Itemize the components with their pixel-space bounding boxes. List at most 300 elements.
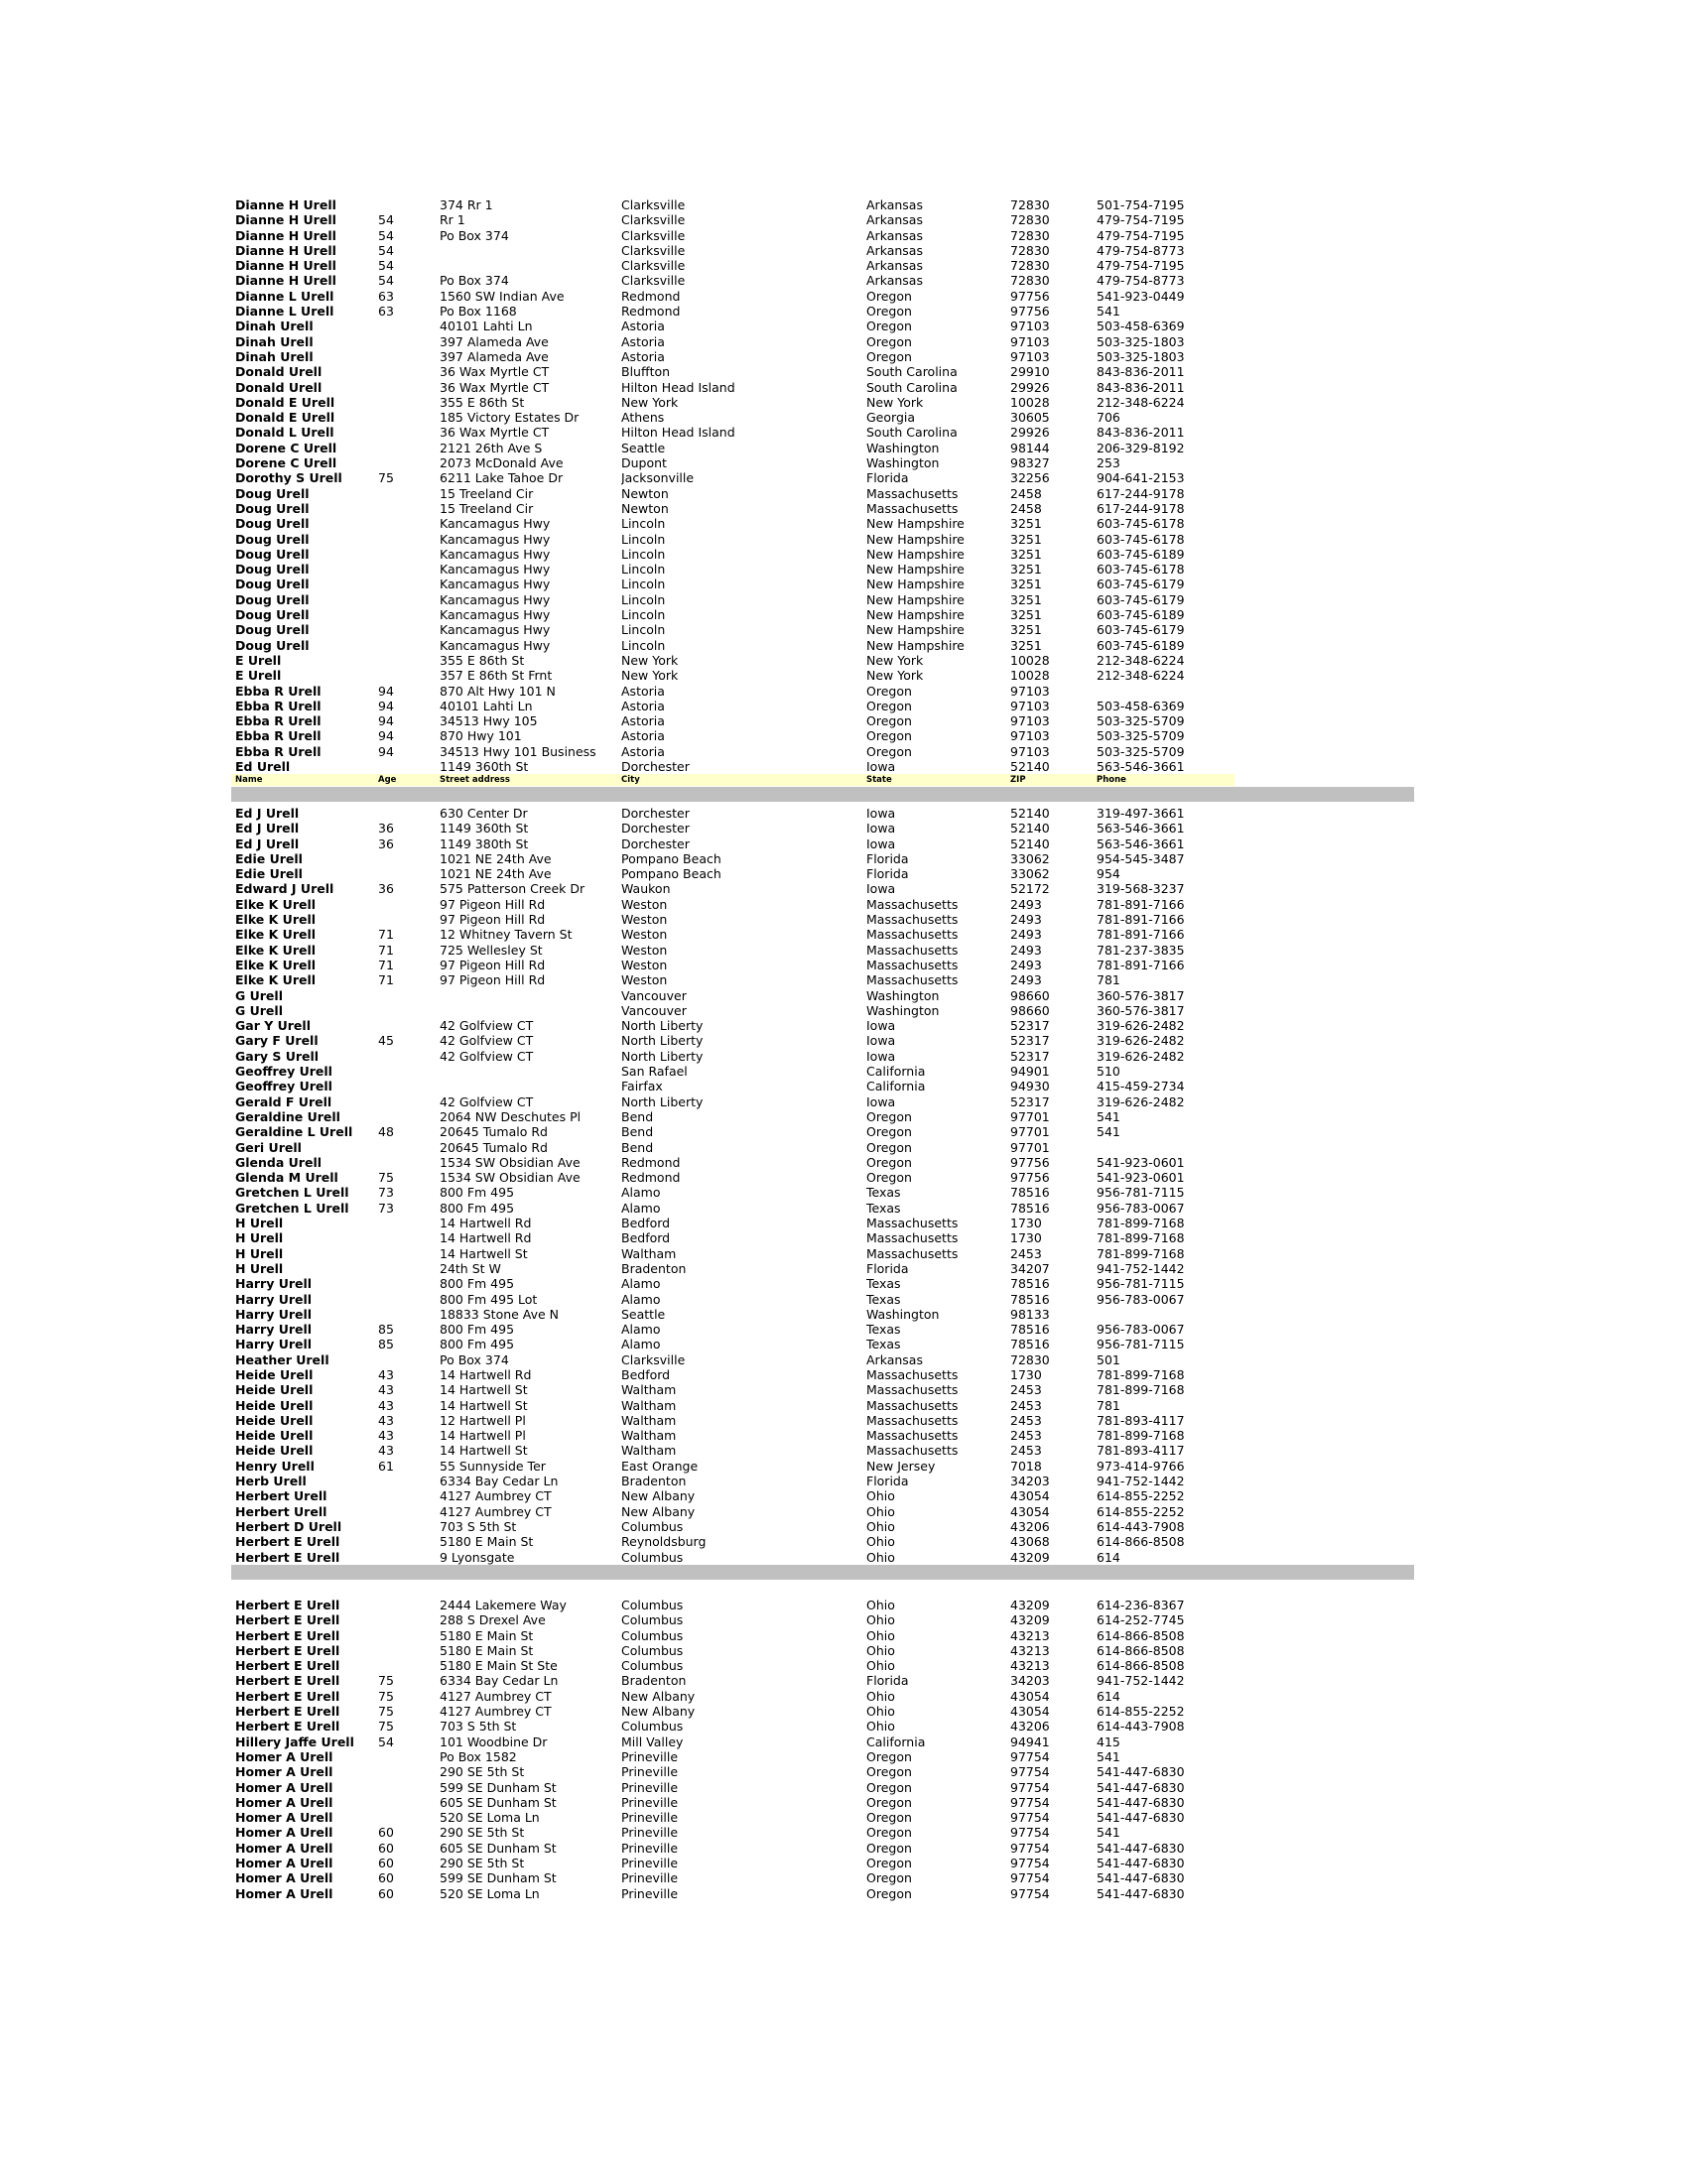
state-cell: Massachusetts (866, 1230, 959, 1246)
street-cell: 14 Hartwell Rd (440, 1366, 532, 1382)
street-cell: 42 Golfview CT (440, 1048, 534, 1064)
phone-cell: 360-576-3817 (1097, 987, 1185, 1003)
table-row (231, 1780, 1234, 1795)
state-cell: Iowa (866, 835, 896, 851)
zip-cell: 97754 (1010, 1794, 1050, 1810)
street-cell: 24th St W (440, 1260, 501, 1276)
zip-cell: 97756 (1010, 1170, 1050, 1186)
zip-cell: 43206 (1010, 1518, 1050, 1534)
name-cell: Ebba R Urell (235, 683, 322, 699)
table-row (231, 958, 1234, 972)
city-cell: Weston (621, 957, 668, 972)
city-cell: Waltham (621, 1443, 677, 1459)
street-cell: 800 Fm 495 (440, 1322, 515, 1338)
city-cell: San Rafael (621, 1064, 688, 1080)
zip-cell: 97103 (1010, 713, 1050, 729)
table-row (231, 1795, 1234, 1810)
state-cell: Ohio (866, 1688, 895, 1704)
name-cell: Elke K Urell (235, 957, 317, 972)
state-cell: Arkansas (866, 242, 923, 258)
name-cell: Ebba R Urell (235, 713, 322, 729)
age-cell: 94 (378, 698, 394, 713)
state-cell: New Hampshire (866, 562, 965, 578)
table-row (231, 1322, 1234, 1337)
age-cell: 63 (378, 288, 394, 304)
city-cell: New Albany (621, 1503, 696, 1519)
name-cell: Donald E Urell (235, 410, 335, 426)
street-cell: 4127 Aumbrey CT (440, 1488, 552, 1504)
street-cell: 55 Sunnyside Ter (440, 1458, 546, 1474)
street-cell: 290 SE 5th St (440, 1764, 525, 1780)
state-cell: Florida (866, 850, 909, 866)
state-cell: Iowa (866, 1048, 896, 1064)
zip-cell: 10028 (1010, 394, 1050, 410)
age-cell: 36 (378, 881, 394, 897)
state-cell: Oregon (866, 1779, 912, 1795)
state-cell: Oregon (866, 1856, 912, 1871)
phone-cell: 973-414-9766 (1097, 1458, 1185, 1474)
street-cell: 6211 Lake Tahoe Dr (440, 470, 564, 486)
phone-cell: 503-325-5709 (1097, 728, 1185, 744)
zip-cell: 97754 (1010, 1779, 1050, 1795)
city-cell: Bluffton (621, 364, 671, 380)
state-cell: Ohio (866, 1518, 895, 1534)
table-row (231, 912, 1234, 927)
name-cell: Heide Urell (235, 1366, 314, 1382)
name-cell: Herbert E Urell (235, 1627, 340, 1643)
header-phone: Phone (1097, 775, 1126, 786)
street-cell: 97 Pigeon Hill Rd (440, 957, 546, 972)
city-cell: Prineville (621, 1764, 679, 1780)
zip-cell: 97754 (1010, 1840, 1050, 1856)
state-cell: Massachusetts (866, 1245, 959, 1261)
state-cell: Massachusetts (866, 1412, 959, 1428)
name-cell: Harry Urell (235, 1276, 313, 1292)
zip-cell: 72830 (1010, 227, 1050, 243)
zip-cell: 97103 (1010, 743, 1050, 759)
phone-cell: 614-866-8508 (1097, 1658, 1185, 1674)
name-cell: Elke K Urell (235, 972, 317, 988)
city-cell: Astoria (621, 743, 665, 759)
age-cell: 63 (378, 304, 394, 320)
city-cell: Hilton Head Island (621, 425, 735, 441)
table-row (231, 258, 1234, 273)
name-cell: Homer A Urell (235, 1794, 333, 1810)
phone-cell: 503-458-6369 (1097, 698, 1185, 713)
phone-cell: 603-745-6178 (1097, 531, 1185, 547)
phone-cell: 541-923-0449 (1097, 288, 1185, 304)
state-cell: Oregon (866, 333, 912, 349)
name-cell: Homer A Urell (235, 1779, 333, 1795)
state-cell: Massachusetts (866, 1366, 959, 1382)
zip-cell: 52172 (1010, 881, 1050, 897)
name-cell: Homer A Urell (235, 1810, 333, 1826)
table-row (231, 1519, 1234, 1534)
phone-cell: 479-754-7195 (1097, 258, 1185, 274)
zip-cell: 98660 (1010, 987, 1050, 1003)
phone-cell: 563-546-3661 (1097, 758, 1185, 774)
zip-cell: 72830 (1010, 197, 1050, 212)
city-cell: Columbus (621, 1627, 684, 1643)
street-cell: 1149 380th St (440, 835, 529, 851)
street-cell: 599 SE Dunham St (440, 1870, 557, 1886)
city-cell: Alamo (621, 1291, 661, 1307)
city-cell: Redmond (621, 288, 681, 304)
state-cell: Iowa (866, 1018, 896, 1034)
phone-cell: 541 (1097, 1748, 1120, 1764)
state-cell: Oregon (866, 1124, 912, 1140)
table-row (231, 1276, 1234, 1291)
phone-cell: 614-866-8508 (1097, 1534, 1185, 1550)
street-cell: 397 Alameda Ave (440, 348, 549, 364)
table-row (231, 547, 1234, 562)
zip-cell: 78516 (1010, 1185, 1050, 1201)
state-cell: Texas (866, 1185, 901, 1201)
name-cell: Herbert E Urell (235, 1598, 340, 1612)
table-row (231, 1216, 1234, 1230)
street-cell: 605 SE Dunham St (440, 1794, 557, 1810)
table-row (231, 1261, 1234, 1276)
state-cell: Oregon (866, 1108, 912, 1124)
zip-cell: 2493 (1010, 972, 1042, 988)
city-cell: Columbus (621, 1719, 684, 1734)
phone-cell: 603-745-6179 (1097, 591, 1185, 607)
street-cell: 42 Golfview CT (440, 1033, 534, 1049)
phone-cell: 212-348-6224 (1097, 652, 1185, 668)
name-cell: Dianne H Urell (235, 273, 336, 289)
street-cell: Kancamagus Hwy (440, 622, 551, 638)
street-cell: Kancamagus Hwy (440, 607, 551, 623)
name-cell: Dianne H Urell (235, 258, 336, 274)
name-cell: Henry Urell (235, 1458, 315, 1474)
phone-cell: 541 (1097, 1108, 1120, 1124)
name-cell: Harry Urell (235, 1322, 313, 1338)
state-cell: New Hampshire (866, 546, 965, 562)
table-row (231, 866, 1234, 881)
zip-cell: 97103 (1010, 348, 1050, 364)
age-cell: 43 (378, 1428, 394, 1444)
state-cell: Massachusetts (866, 500, 959, 516)
phone-cell: 501 (1097, 1351, 1120, 1367)
table-row (231, 1337, 1234, 1351)
city-cell: Bedford (621, 1366, 671, 1382)
age-cell: 36 (378, 821, 394, 836)
name-cell: Herbert Urell (235, 1503, 327, 1519)
age-cell: 54 (378, 258, 394, 274)
name-cell: Herbert E Urell (235, 1688, 340, 1704)
city-cell: Mill Valley (621, 1734, 684, 1749)
phone-cell: 614-236-8367 (1097, 1598, 1185, 1612)
age-cell: 60 (378, 1856, 394, 1871)
name-cell: Herbert E Urell (235, 1719, 340, 1734)
table-row (231, 1628, 1234, 1643)
city-cell: Astoria (621, 698, 665, 713)
state-cell: Oregon (866, 1810, 912, 1826)
phone-cell: 603-745-6178 (1097, 562, 1185, 578)
zip-cell: 34203 (1010, 1474, 1050, 1489)
state-cell: Massachusetts (866, 1397, 959, 1413)
zip-cell: 97103 (1010, 683, 1050, 699)
zip-cell: 3251 (1010, 637, 1042, 653)
zip-cell: 43209 (1010, 1549, 1050, 1565)
age-cell: 54 (378, 242, 394, 258)
zip-cell: 78516 (1010, 1322, 1050, 1338)
street-cell: Rr 1 (440, 212, 465, 228)
zip-cell: 97754 (1010, 1810, 1050, 1826)
name-cell: Heide Urell (235, 1382, 314, 1398)
phone-cell: 614 (1097, 1549, 1120, 1565)
phone-cell: 941-752-1442 (1097, 1260, 1185, 1276)
zip-cell: 2493 (1010, 957, 1042, 972)
table-row (231, 1886, 1234, 1901)
table-row (231, 897, 1234, 912)
name-cell: Ed Urell (235, 758, 291, 774)
state-cell: Oregon (866, 728, 912, 744)
name-cell: Heide Urell (235, 1412, 314, 1428)
street-cell: Kancamagus Hwy (440, 577, 551, 592)
state-cell: Washington (866, 1002, 940, 1018)
table-row (231, 289, 1234, 304)
city-cell: Weston (621, 942, 668, 958)
street-cell: 703 S 5th St (440, 1719, 517, 1734)
phone-cell: 479-754-8773 (1097, 273, 1185, 289)
table-row (231, 1018, 1234, 1033)
state-cell: Oregon (866, 1170, 912, 1186)
street-cell: 1534 SW Obsidian Ave (440, 1154, 581, 1170)
city-cell: Clarksville (621, 227, 686, 243)
table-row (231, 699, 1234, 713)
city-cell: New Albany (621, 1704, 696, 1720)
record-block (231, 1598, 1234, 1901)
state-cell: Oregon (866, 683, 912, 699)
record-block (231, 197, 1234, 786)
city-cell: Waukon (621, 881, 671, 897)
phone-cell: 954-545-3487 (1097, 850, 1185, 866)
phone-cell: 614-443-7908 (1097, 1518, 1185, 1534)
table-row (231, 1155, 1234, 1170)
name-cell: H Urell (235, 1245, 284, 1261)
state-cell: New Hampshire (866, 607, 965, 623)
zip-cell: 43213 (1010, 1658, 1050, 1674)
name-cell: Glenda M Urell (235, 1170, 338, 1186)
state-cell: Florida (866, 1673, 909, 1689)
phone-cell: 614-866-8508 (1097, 1627, 1185, 1643)
city-cell: Bradenton (621, 1474, 687, 1489)
phone-cell: 781-891-7166 (1097, 912, 1185, 928)
street-cell: Kancamagus Hwy (440, 531, 551, 547)
phone-cell: 206-329-8192 (1097, 440, 1185, 455)
zip-cell: 72830 (1010, 242, 1050, 258)
phone-cell: 541-447-6830 (1097, 1764, 1185, 1780)
state-cell: Ohio (866, 1658, 895, 1674)
street-cell: 6334 Bay Cedar Ln (440, 1474, 559, 1489)
city-cell: Seattle (621, 1306, 666, 1322)
city-cell: Clarksville (621, 1351, 686, 1367)
street-cell: 397 Alameda Ave (440, 333, 549, 349)
state-cell: Oregon (866, 698, 912, 713)
zip-cell: 43209 (1010, 1612, 1050, 1628)
zip-cell: 2493 (1010, 927, 1042, 943)
state-cell: Iowa (866, 806, 896, 821)
phone-cell: 781-891-7166 (1097, 896, 1185, 912)
zip-cell: 52317 (1010, 1093, 1050, 1109)
age-cell: 71 (378, 927, 394, 943)
table-row (231, 1443, 1234, 1458)
state-cell: Washington (866, 440, 940, 455)
phone-cell: 501-754-7195 (1097, 197, 1185, 212)
table-row (231, 1049, 1234, 1064)
street-cell: 97 Pigeon Hill Rd (440, 912, 546, 928)
table-row (231, 943, 1234, 958)
name-cell: Geraldine L Urell (235, 1124, 353, 1140)
street-cell: 36 Wax Myrtle CT (440, 379, 550, 395)
city-cell: Lincoln (621, 591, 666, 607)
name-cell: Gar Y Urell (235, 1018, 311, 1034)
city-cell: Dorchester (621, 821, 690, 836)
name-cell: Herbert E Urell (235, 1658, 340, 1674)
state-cell: Arkansas (866, 1351, 923, 1367)
phone-cell: 563-546-3661 (1097, 835, 1185, 851)
zip-cell: 97103 (1010, 319, 1050, 334)
age-cell: 75 (378, 1673, 394, 1689)
street-cell: 355 E 86th St (440, 394, 525, 410)
city-cell: Lincoln (621, 546, 666, 562)
state-cell: Florida (866, 1474, 909, 1489)
street-cell: 40101 Lahti Ln (440, 698, 533, 713)
age-cell: 45 (378, 1033, 394, 1049)
city-cell: Redmond (621, 1170, 681, 1186)
street-cell: 34513 Hwy 105 (440, 713, 538, 729)
name-cell: Doug Urell (235, 562, 310, 578)
city-cell: Astoria (621, 713, 665, 729)
table-row (231, 1870, 1234, 1885)
state-cell: California (866, 1079, 926, 1094)
phone-cell: 479-754-7195 (1097, 212, 1185, 228)
city-cell: North Liberty (621, 1093, 704, 1109)
street-cell: 520 SE Loma Ln (440, 1810, 540, 1826)
street-cell: Po Box 1582 (440, 1748, 517, 1764)
city-cell: Bradenton (621, 1260, 687, 1276)
state-cell: Massachusetts (866, 1443, 959, 1459)
street-cell: 185 Victory Estates Dr (440, 410, 580, 426)
city-cell: Pompano Beach (621, 850, 721, 866)
table-row (231, 1825, 1234, 1840)
state-cell: Oregon (866, 348, 912, 364)
phone-cell: 614-443-7908 (1097, 1719, 1185, 1734)
age-cell: 85 (378, 1337, 394, 1352)
city-cell: Hilton Head Island (621, 379, 735, 395)
name-cell: Dianne H Urell (235, 212, 336, 228)
table-row (231, 1367, 1234, 1382)
name-cell: Ed J Urell (235, 821, 300, 836)
zip-cell: 98660 (1010, 1002, 1050, 1018)
table-row (231, 1488, 1234, 1503)
street-cell: 14 Hartwell St (440, 1382, 528, 1398)
age-cell: 71 (378, 942, 394, 958)
state-cell: Arkansas (866, 212, 923, 228)
state-cell: South Carolina (866, 425, 958, 441)
zip-cell: 43068 (1010, 1534, 1050, 1550)
phone-cell: 479-754-7195 (1097, 227, 1185, 243)
phone-cell: 843-836-2011 (1097, 364, 1185, 380)
name-cell: H Urell (235, 1230, 284, 1246)
name-cell: H Urell (235, 1260, 284, 1276)
record-rows (231, 1598, 1234, 1901)
phone-cell: 212-348-6224 (1097, 394, 1185, 410)
street-cell: 20645 Tumalo Rd (440, 1124, 548, 1140)
street-cell: 800 Fm 495 Lot (440, 1291, 538, 1307)
city-cell: Prineville (621, 1885, 679, 1901)
state-cell: Washington (866, 455, 940, 471)
city-cell: Clarksville (621, 242, 686, 258)
table-row (231, 441, 1234, 455)
city-cell: Athens (621, 410, 665, 426)
name-cell: Doug Urell (235, 622, 310, 638)
zip-cell: 3251 (1010, 622, 1042, 638)
phone-cell: 781 (1097, 1397, 1120, 1413)
phone-cell: 941-752-1442 (1097, 1474, 1185, 1489)
zip-cell: 32256 (1010, 470, 1050, 486)
zip-cell: 72830 (1010, 212, 1050, 228)
zip-cell: 97756 (1010, 304, 1050, 320)
city-cell: Lincoln (621, 607, 666, 623)
city-cell: Prineville (621, 1779, 679, 1795)
phone-cell: 253 (1097, 455, 1120, 471)
state-cell: Texas (866, 1337, 901, 1352)
street-cell: Kancamagus Hwy (440, 591, 551, 607)
state-cell: Arkansas (866, 273, 923, 289)
table-row (231, 455, 1234, 470)
city-cell: Waltham (621, 1428, 677, 1444)
name-cell: Doug Urell (235, 516, 310, 532)
phone-cell: 956-781-7115 (1097, 1185, 1185, 1201)
name-cell: Harry Urell (235, 1306, 313, 1322)
table-row (231, 197, 1234, 212)
city-cell: Clarksville (621, 197, 686, 212)
table-row (231, 927, 1234, 942)
zip-cell: 52317 (1010, 1048, 1050, 1064)
phone-cell: 781-891-7166 (1097, 927, 1185, 943)
zip-cell: 34207 (1010, 1260, 1050, 1276)
city-cell: Bradenton (621, 1673, 687, 1689)
state-cell: Oregon (866, 1139, 912, 1155)
street-cell: 42 Golfview CT (440, 1093, 534, 1109)
street-cell: Kancamagus Hwy (440, 516, 551, 532)
zip-cell: 1730 (1010, 1366, 1042, 1382)
city-cell: Lincoln (621, 516, 666, 532)
street-cell: 1021 NE 24th Ave (440, 850, 552, 866)
name-cell: Geoffrey Urell (235, 1064, 332, 1080)
table-row (231, 1140, 1234, 1155)
name-cell: Dianne H Urell (235, 242, 336, 258)
phone-cell: 503-325-1803 (1097, 348, 1185, 364)
zip-cell: 2453 (1010, 1428, 1042, 1444)
table-row (231, 1307, 1234, 1322)
state-cell: Ohio (866, 1719, 895, 1734)
name-cell: Dorene C Urell (235, 440, 337, 455)
table-row (231, 1689, 1234, 1704)
city-cell: North Liberty (621, 1033, 704, 1049)
city-cell: Alamo (621, 1185, 661, 1201)
table-row (231, 577, 1234, 591)
street-cell: 630 Center Dr (440, 806, 528, 821)
city-cell: Pompano Beach (621, 866, 721, 882)
state-cell: Oregon (866, 1154, 912, 1170)
phone-cell: 956-781-7115 (1097, 1337, 1185, 1352)
state-cell: Oregon (866, 304, 912, 320)
zip-cell: 3251 (1010, 516, 1042, 532)
table-row (231, 592, 1234, 607)
